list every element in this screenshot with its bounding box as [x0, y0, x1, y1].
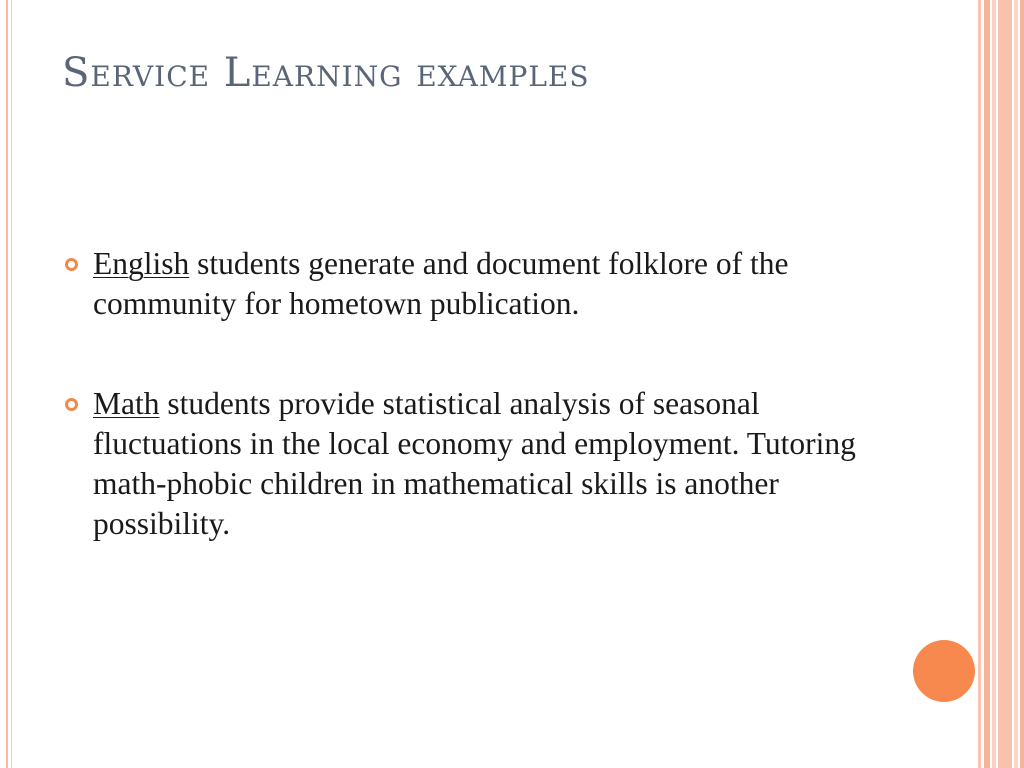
bullet-item-math — [62, 384, 862, 544]
bullet-item-english — [62, 244, 862, 324]
bullet-ring-icon — [65, 258, 78, 271]
bullet-subject: Math — [93, 386, 160, 421]
left-border-line — [6, 0, 8, 768]
bullet-ring-icon — [65, 398, 78, 411]
decorative-orange-circle — [913, 640, 975, 702]
right-decorative-stripe — [992, 0, 996, 768]
left-border-line-inner — [11, 0, 12, 768]
bullet-text: students generate and document folklore of the community for hometown publication. — [93, 246, 789, 321]
right-decorative-stripe — [1014, 0, 1018, 768]
right-decorative-stripe — [1020, 0, 1024, 768]
right-decorative-stripe — [998, 0, 1012, 768]
slide-title: Service Learning examples — [62, 50, 590, 96]
bullet-subject: English — [93, 246, 190, 281]
right-decorative-stripe — [984, 0, 990, 768]
bullet-text: students provide statistical analysis of seasonal fluctuations in the local economy and employment. Tutoring math-phobic children in mathematical skills is another possibility. — [93, 386, 856, 541]
bullet-list — [62, 244, 862, 604]
right-decorative-stripe — [978, 0, 981, 768]
